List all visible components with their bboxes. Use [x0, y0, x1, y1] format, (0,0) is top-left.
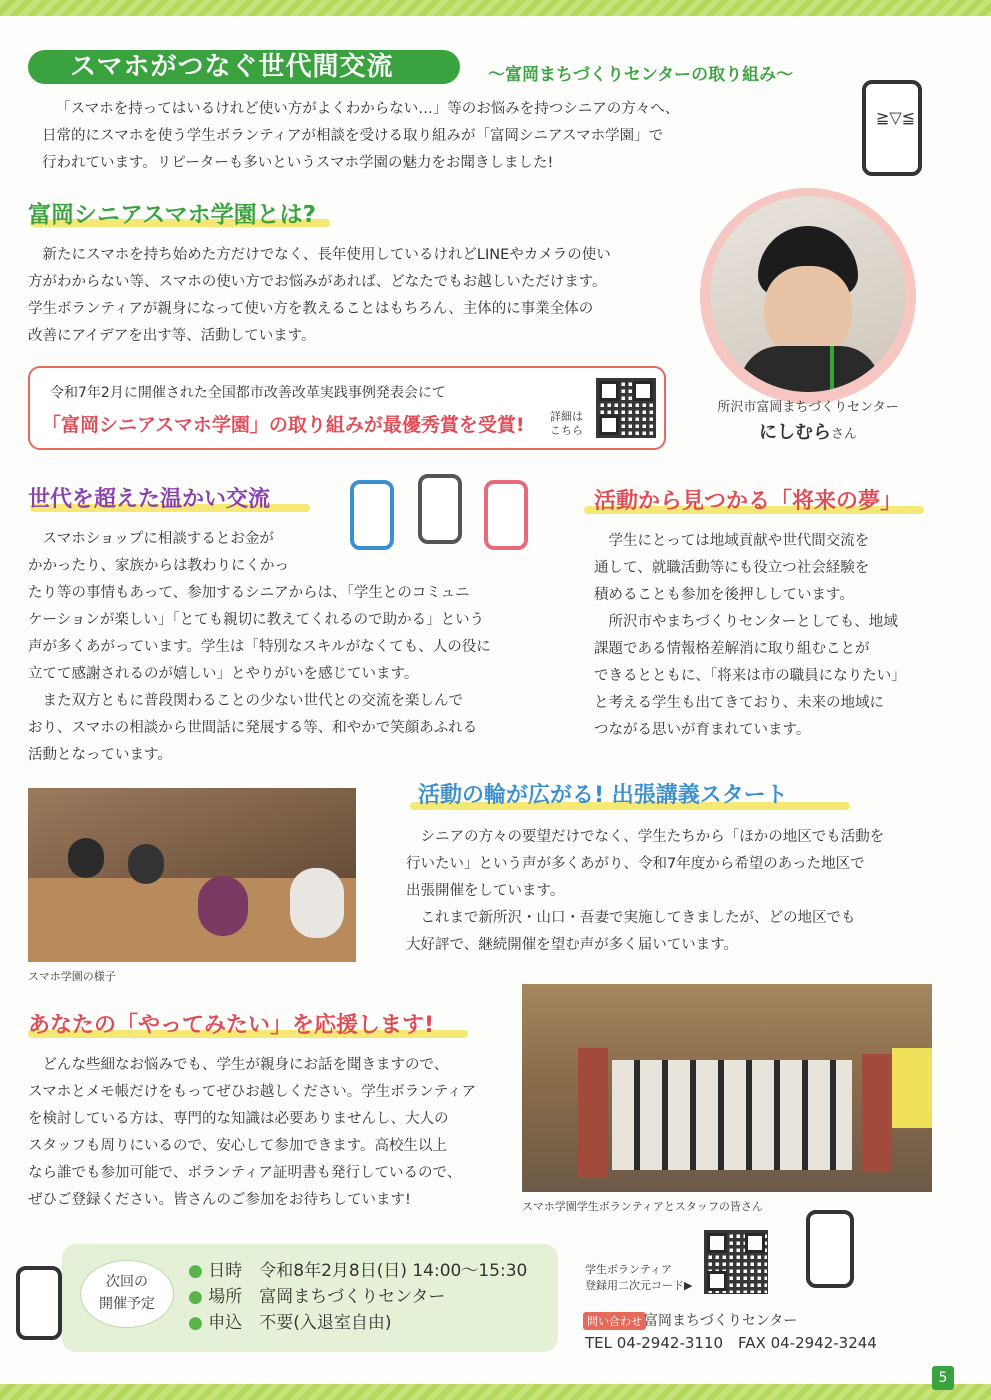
body-line: かかったり、家族からは教わりにくかっ [28, 558, 289, 574]
body-line: ぜひご登録ください。皆さんのご参加をお待ちしています! [28, 1192, 411, 1208]
activity-photo-caption: スマホ学園の様子 [28, 970, 116, 983]
event-item-key: 日時 [208, 1261, 243, 1281]
intro-line: 行われています。リピーターも多いというスマホ学園の魅力をお聞きしました! [42, 155, 554, 171]
body-line: 通して、就職活動等にも役立つ社会経験を [594, 560, 870, 576]
award-highlight: 「富岡シニアスマホ学園」の取り組みが最優秀賞を受賞! [42, 414, 525, 436]
contact-name: 富岡まちづくりセンター [644, 1313, 798, 1329]
body-line: できるとともに、「将来は市の職員になりたい」 [594, 668, 906, 684]
body-line: たり等の事情もあって、参加するシニアからは、「学生とのコミュニ [28, 585, 470, 601]
body-line: 学生ボランティアが親身になって使い方を教えることはもちろん、主体的に事業全体の [28, 301, 594, 317]
interviewee-name-line [700, 418, 916, 444]
body-line: 活動となっています。 [28, 747, 172, 763]
body-line: つながる思いが育まれています。 [594, 722, 811, 738]
top-stripe [0, 0, 991, 16]
body-line: 立てて感謝されるのが嬉しい」とやりがいを感じています。 [28, 666, 419, 682]
body-line: 行いたい」という声が多くあがり、令和7年度から希望のあった地区で [406, 856, 865, 872]
body-line: また双方ともに普段関わることの少ない世代との交流を楽しんで [42, 693, 463, 709]
registration-label [585, 1262, 692, 1294]
body-line: 課題である情報格差解消に取り組むことが [594, 641, 870, 657]
phone-mascot-left-icon [16, 1266, 62, 1340]
body-line: 方がわからない等、スマホの使い方でお悩みがあれば、どなたでもお越しいただけます。 [28, 274, 607, 290]
interviewee-honorific: さん [830, 427, 857, 442]
event-item-key: 場所 [208, 1287, 243, 1307]
registration-label-line: 登録用二次元コード▶ [585, 1279, 693, 1292]
body-line: 新たにスマホを持ち始めた方だけでなく、長年使用しているけれどLINEやカメラの使い [42, 247, 611, 263]
event-item-application: ● 申込 不要(入退室自由) [188, 1313, 392, 1333]
intro-line: 日常的にスマホを使う学生ボランティアが相談を受ける取り組みが「富岡シニアスマホ学園」で [42, 128, 664, 144]
intro-text [42, 96, 706, 177]
section-heading-about: 富岡シニアスマホ学園とは? [28, 202, 316, 228]
next-event-label: 開催予定 [99, 1296, 155, 1312]
section-dream-body [594, 528, 944, 744]
body-line: スタッフも周りにいるので、安心して参加できます。高校生以上 [28, 1138, 448, 1154]
section-exchange-body [28, 526, 538, 769]
award-box [28, 366, 666, 450]
contact-badge: 問い合わせ [583, 1312, 646, 1330]
section-heading-dream: 活動から見つかる「将来の夢」 [594, 489, 903, 514]
registration-label-line: 学生ボランティア [585, 1263, 673, 1276]
section-support-body [28, 1052, 518, 1214]
body-line: 積めることも参加を後押ししています。 [594, 587, 854, 603]
bottom-stripe [0, 1384, 991, 1400]
event-item-value: 富岡まちづくりセンター [259, 1287, 446, 1307]
body-line: スマホとメモ帳だけをもってぜひお越しください。学生ボランティア [28, 1084, 477, 1100]
event-item-value: 令和8年2月8日(日) 14:00〜15:30 [259, 1261, 528, 1281]
interviewee-org: 所沢市富岡まちづくりセンター [717, 400, 899, 415]
section-about-body [28, 242, 678, 350]
body-line: シニアの方々の要望だけでなく、学生たちから「ほかの地区でも活動を [420, 829, 885, 845]
body-line: これまで新所沢・山口・吾妻で実施してきましたが、どの地区でも [420, 910, 856, 926]
details-label-line: 詳細は [550, 410, 583, 423]
intro-line: 「スマホを持ってはいるけれど使い方がよくわからない…」等のお悩みを持つシニアの方々へ、 [56, 101, 680, 117]
next-event-label-bubble [80, 1260, 174, 1328]
body-line: どんな些細なお悩みでも、学生が親身にお話を聞きますので、 [42, 1057, 449, 1073]
registration-qr-code[interactable] [704, 1230, 768, 1294]
body-line: 大好評で、継続開催を望む声が多く届いています。 [406, 937, 739, 953]
page-subtitle: 〜富岡まちづくりセンターの取り組み〜 [488, 65, 794, 85]
page-number: 5 [932, 1366, 954, 1390]
details-label [550, 410, 583, 438]
body-line: を検討している方は、専門的な知識は必要ありませんし、大人の [28, 1111, 449, 1127]
award-text: 令和7年2月に開催された全国都市改善改革実践事例発表会にて [50, 385, 446, 401]
page-title: スマホがつなぐ世代間交流 [28, 50, 460, 84]
section-heading-expansion: 活動の輪が広がる! 出張講義スタート [418, 783, 788, 808]
body-line: ケーションが楽しい」「とても親切に教えてくれるので助かる」という [28, 612, 485, 628]
phone-mascot-icon: ≧▽≦ [862, 80, 922, 176]
body-line: なら誰でも参加可能で、ボランティア証明書も発行しているので、 [28, 1165, 462, 1181]
next-event-label: 次回の [106, 1274, 148, 1290]
interviewee-photo [710, 196, 906, 392]
contact-tel-fax: TEL 04-2942-3110 FAX 04-2942-3244 [585, 1334, 877, 1352]
body-line: 声が多くあがっています。学生は「特別なスキルがなくても、人の役に [28, 639, 491, 655]
activity-photo [28, 788, 356, 962]
body-line: 所沢市やまちづくりセンターとしても、地域 [608, 614, 898, 630]
event-item-place: ● 場所 富岡まちづくりセンター [188, 1287, 446, 1307]
body-line: と考える学生も出てきており、未来の地域に [594, 695, 884, 711]
event-item-datetime: ● 日時 令和8年2月8日(日) 14:00〜15:30 [188, 1261, 528, 1281]
details-label-line: こちら [550, 424, 583, 437]
body-line: 学生にとっては地域貢献や世代間交流を [608, 533, 870, 549]
phone-mascot-bottom-icon [806, 1210, 854, 1288]
event-item-key: 申込 [208, 1313, 243, 1333]
body-line: 改善にアイデアを出す等、活動しています。 [28, 328, 316, 344]
body-line: 出張開催をしています。 [406, 883, 565, 899]
group-photo [522, 984, 932, 1192]
award-qr-code[interactable] [596, 378, 656, 438]
section-heading-exchange: 世代を超えた温かい交流 [28, 487, 271, 512]
interviewee-name: にしむら [758, 422, 831, 443]
next-event-details [188, 1258, 527, 1336]
section-expansion-body [406, 824, 946, 959]
section-heading-support: あなたの「やってみたい」を応援します! [28, 1013, 435, 1038]
group-photo-caption: スマホ学園学生ボランティアとスタッフの皆さん [522, 1200, 763, 1213]
event-item-value: 不要(入退室自由) [259, 1313, 392, 1333]
body-line: スマホショップに相談するとお金が [42, 531, 274, 547]
body-line: おり、スマホの相談から世間話に発展する等、和やかで笑顔あふれる [28, 720, 478, 736]
